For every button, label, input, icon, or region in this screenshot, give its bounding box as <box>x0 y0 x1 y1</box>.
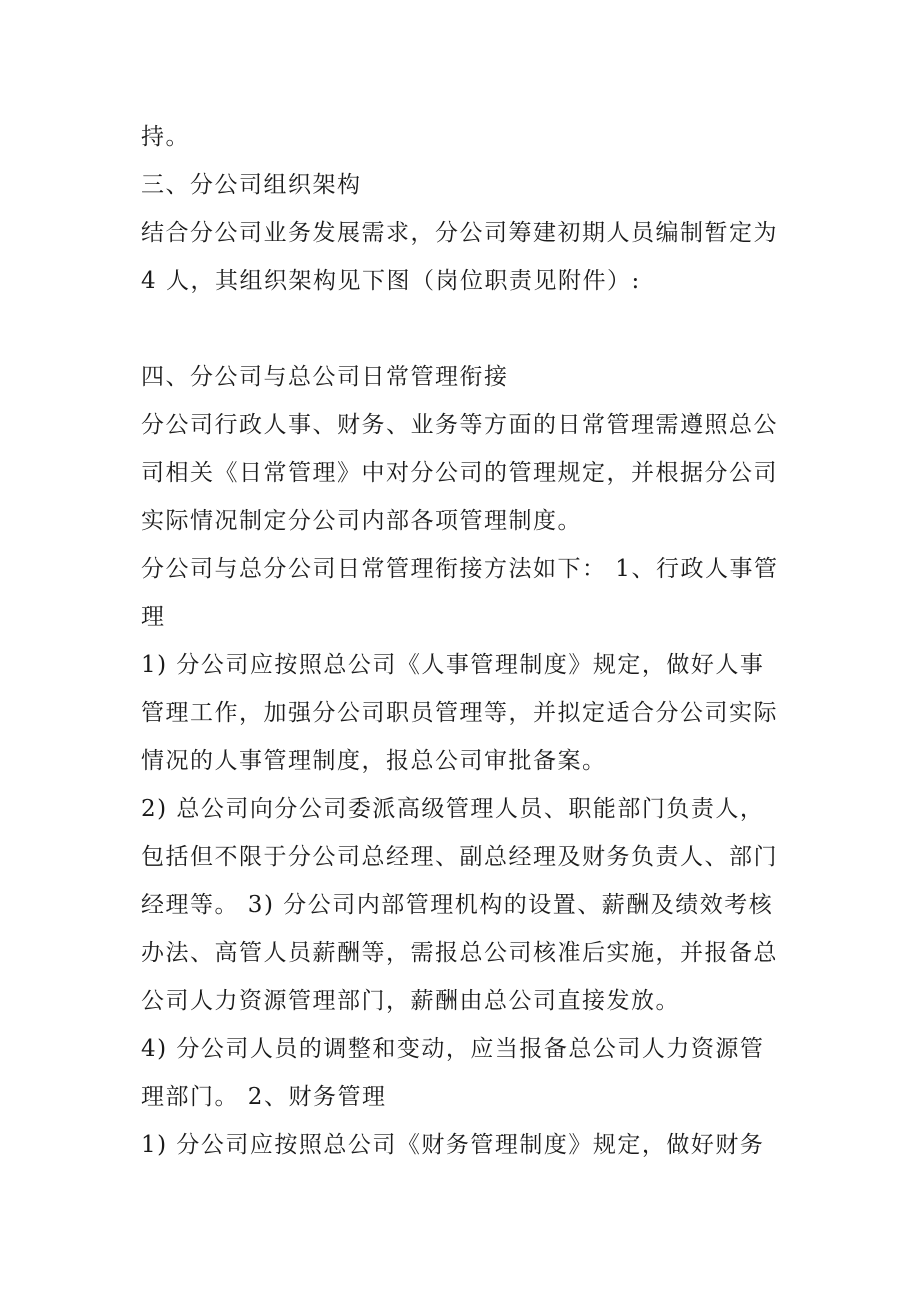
text-line: 经理等。 3) 分公司内部管理机构的设置、薪酬及绩效考核 <box>141 892 774 918</box>
text-line: 持。 <box>141 124 190 150</box>
text-line: 办法、高管人员薪酬等，需报总公司核准后实施，并报备总 <box>141 940 778 966</box>
text-line: 理部门。 2、财务管理 <box>141 1084 387 1110</box>
text-line: 实际情况制定分公司内部各项管理制度。 <box>141 508 582 534</box>
text-line: 管理工作，加强分公司职员管理等，并拟定适合分公司实际 <box>141 700 778 726</box>
text-line: 结合分公司业务发展需求，分公司筹建初期人员编制暂定为 <box>141 220 778 246</box>
text-line: 分公司行政人事、财务、业务等方面的日常管理需遵照总公 <box>141 412 778 438</box>
text-line: 公司人力资源管理部门，薪酬由总公司直接发放。 <box>141 988 680 1014</box>
text-line: 理 <box>141 604 166 630</box>
text-line: 2) 总公司向分公司委派高级管理人员、职能部门负责人， <box>141 796 765 822</box>
text-line: 1) 分公司应按照总公司《财务管理制度》规定，做好财务 <box>141 1132 765 1158</box>
text-line: 1) 分公司应按照总公司《人事管理制度》规定，做好人事 <box>141 652 765 678</box>
section-heading: 四、分公司与总公司日常管理衔接 <box>141 364 509 390</box>
text-line: 情况的人事管理制度，报总公司审批备案。 <box>141 748 607 774</box>
text-line: 4) 分公司人员的调整和变动，应当报备总公司人力资源管 <box>141 1036 765 1062</box>
text-line: 司相关《日常管理》中对分公司的管理规定，并根据分公司 <box>141 460 778 486</box>
text-line: 包括但不限于分公司总经理、副总经理及财务负责人、部门 <box>141 844 778 870</box>
section-heading: 三、分公司组织架构 <box>141 172 362 198</box>
text-line: 4 人，其组织架构见下图（岗位职责见附件）: <box>141 268 641 294</box>
text-line: 分公司与总分公司日常管理衔接方法如下： 1、行政人事管 <box>141 556 779 582</box>
